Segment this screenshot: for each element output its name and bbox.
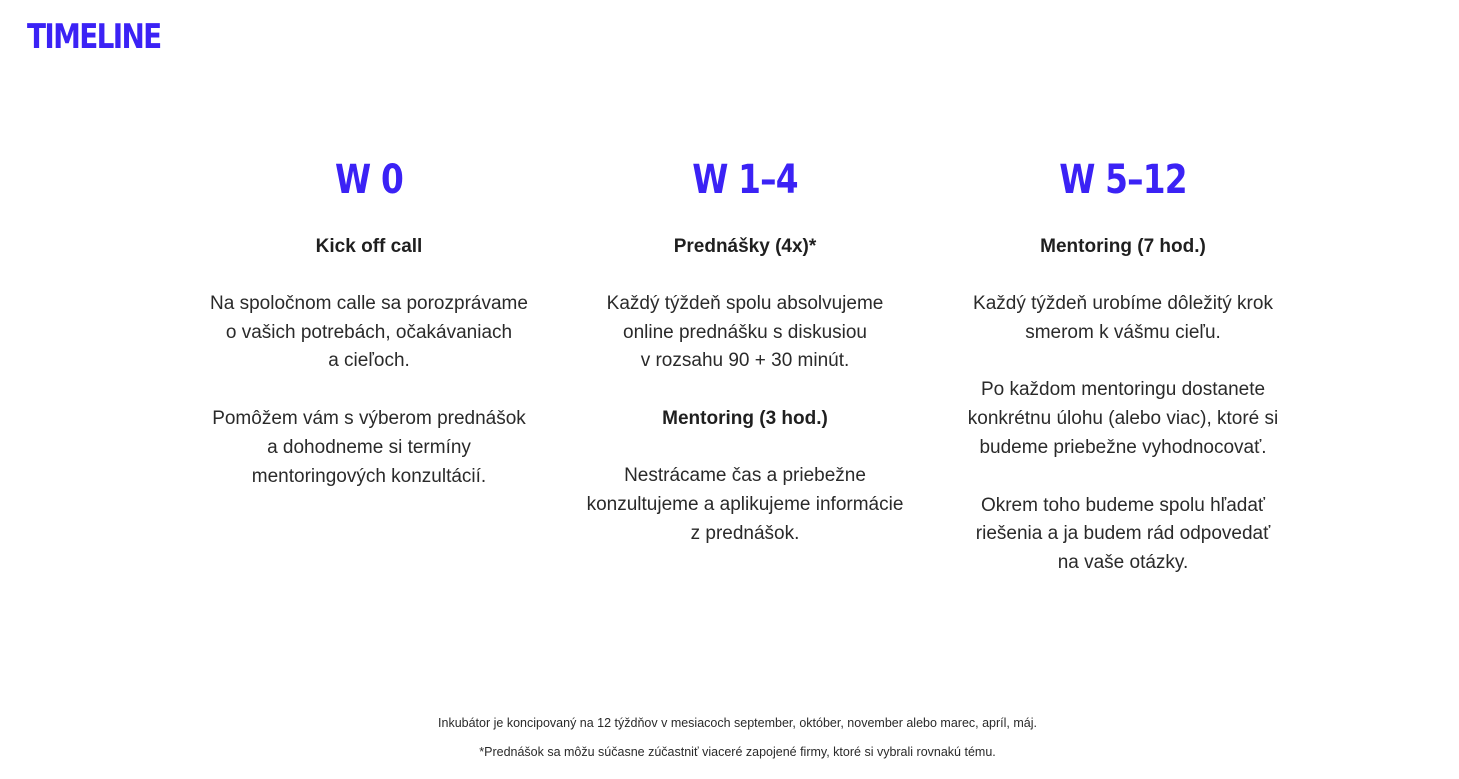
column-heading: Mentoring (7 hod.) bbox=[1040, 236, 1206, 257]
paragraph-line: konzultujeme a aplikujeme informácie bbox=[586, 493, 904, 515]
column-paragraph bbox=[189, 290, 549, 376]
paragraph-line: Každý týždeň urobíme dôležitý krok bbox=[973, 293, 1273, 314]
footer-note: Inkubátor je koncipovaný na 12 týždňov v mesiacoch september, október, november alebo marec, apríl, máj. bbox=[438, 716, 1037, 730]
week-label: W 0 bbox=[335, 157, 403, 203]
column-subheading: Mentoring (3 hod.) bbox=[662, 408, 828, 430]
timeline-column-week-5-12 bbox=[943, 157, 1303, 578]
paragraph-line: Každý týždeň spolu absolvujeme bbox=[606, 293, 884, 314]
paragraph-line: smerom k vášmu cieľu. bbox=[1025, 321, 1221, 343]
column-paragraph bbox=[943, 290, 1303, 347]
column-heading: Kick off call bbox=[315, 236, 423, 257]
paragraph-line: konkrétnu úlohu (alebo viac), ktoré si bbox=[967, 408, 1279, 430]
column-paragraph bbox=[189, 405, 549, 491]
column-paragraph bbox=[565, 462, 925, 548]
paragraph-line: Na spoločnom calle sa porozprávame bbox=[210, 293, 528, 314]
paragraph-line: z prednášok. bbox=[690, 522, 800, 544]
column-heading: Prednášky (4x)* bbox=[673, 236, 817, 257]
column-paragraph bbox=[565, 290, 925, 376]
timeline-column-week-1-4 bbox=[565, 157, 925, 548]
paragraph-line: mentoringových konzultácií. bbox=[251, 465, 487, 487]
paragraph-line: o vašich potrebách, očakávaniach bbox=[225, 321, 513, 343]
timeline-column-week-0 bbox=[189, 157, 549, 491]
week-label: W 1–4 bbox=[692, 157, 798, 203]
column-paragraph bbox=[943, 492, 1303, 578]
paragraph-line: riešenia a ja budem rád odpovedať bbox=[975, 523, 1271, 545]
paragraph-line: online prednášku s diskusiou bbox=[623, 321, 867, 343]
column-paragraph bbox=[943, 376, 1303, 462]
paragraph-line: na vaše otázky. bbox=[1057, 551, 1189, 573]
page-title: TIMELINE bbox=[27, 17, 161, 57]
week-label: W 5–12 bbox=[1059, 157, 1187, 203]
footer-footnote: *Prednášok sa môžu súčasne zúčastniť viaceré zapojené firmy, ktoré si vybrali rovnakú tému. bbox=[479, 745, 996, 759]
paragraph-line: v rozsahu 90 + 30 minút. bbox=[640, 350, 850, 372]
paragraph-line: Pomôžem vám s výberom prednášok bbox=[212, 408, 526, 430]
paragraph-line: a dohodneme si termíny bbox=[267, 436, 471, 458]
paragraph-line: budeme priebežne vyhodnocovať. bbox=[979, 436, 1267, 458]
paragraph-line: Nestrácame čas a priebežne bbox=[624, 465, 866, 487]
paragraph-line: Okrem toho budeme spolu hľadať bbox=[980, 494, 1266, 516]
paragraph-line: a cieľoch. bbox=[328, 350, 410, 372]
paragraph-line: Po každom mentoringu dostanete bbox=[980, 379, 1266, 401]
